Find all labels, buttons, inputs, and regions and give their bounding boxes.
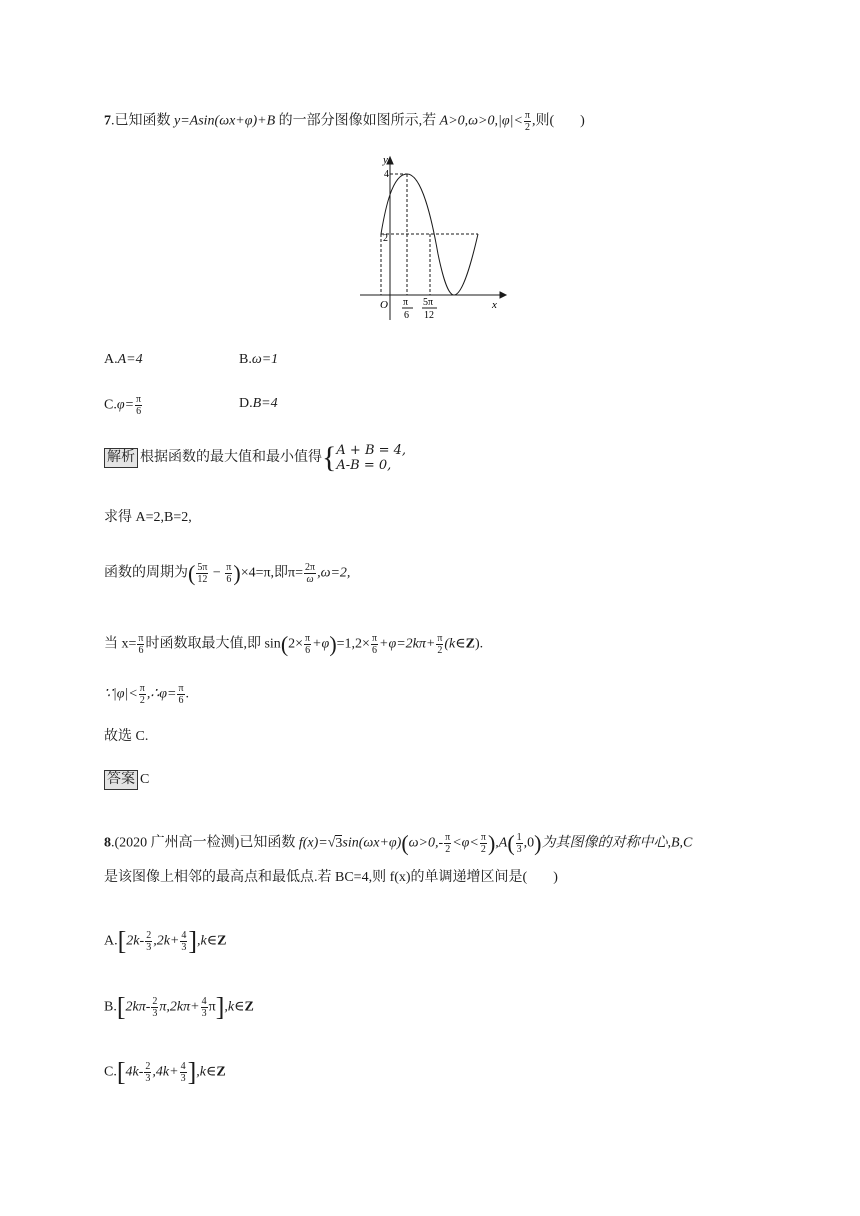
q7-option-d: D.B=4: [239, 396, 278, 411]
q7-solution-line1: 解析 根据函数的最大值和最小值得{ A + B = 4, A-B = 0,: [104, 443, 406, 473]
q7-solution-line5: ∵|φ|< $\frac{\pi}{2}$ ,∴φ= $\frac{\pi}{6}$ .: [104, 683, 190, 706]
origin-label: O: [380, 299, 388, 311]
q8-option-c: C.[4k- $\frac{2}{3}$ ,4k+ $\frac{4}{3}$ ],k∈Z: [104, 1057, 226, 1087]
q8-stem-line2: 是该图像上相邻的最高点和最低点.若 BC=4,则 f(x)的单调递增区间是( ): [104, 870, 558, 885]
q8-option-b: B.[2kπ- $\frac{2}{3}$ π,2kπ+ $\frac{4}{3}$ π],k∈Z: [104, 992, 254, 1022]
q7-function: y=Asin(ωx+φ)+B: [174, 113, 276, 129]
q7-number: 7: [104, 113, 111, 129]
tick-6: 6: [404, 310, 409, 321]
y-label: y: [383, 154, 388, 166]
q7-stem: 7.已知函数 y=Asin(ωx+φ)+B 的一部分图像如图所示,若 A>0,ω>0,|φ|< $\frac{\pi}{2}$ ,则( ): [104, 110, 585, 133]
tick-2: 2: [383, 233, 388, 244]
tick-pi: π: [403, 297, 409, 308]
q7-solution-line6: 故选 C.: [104, 729, 149, 744]
y-arrow: [387, 157, 393, 164]
q7-solution-line2: 求得 A=2,B=2,: [104, 510, 192, 525]
q7-option-c: C.φ= $\frac{\pi}{6}$: [104, 394, 142, 417]
q7-graph: [354, 150, 514, 325]
answer-tag: 答案: [104, 770, 138, 790]
q8-stem-line1: 8.(2020 广州高一检测)已知函数 f(x)=√3sin(ωx+φ)(ω>0,- $\frac{\pi}{2}$ <φ< $\frac{\pi}{2}$ ),A( $\frac{1}{3}$ ,0)为其图像的对称中心,B,C: [104, 830, 693, 856]
x-arrow: [500, 292, 506, 298]
q7-option-b: B.ω=1: [239, 352, 279, 367]
x-label: x: [492, 299, 497, 311]
tick-12: 12: [424, 310, 434, 321]
q8-option-a: A.[2k- $\frac{2}{3}$ ,2k+ $\frac{4}{3}$ ],k∈Z: [104, 926, 227, 956]
q7-solution-line3: 函数的周期为( $\frac{5\pi}{12}$ − $\frac{\pi}{6}$ )×4=π,即π= $\frac{2\pi}{\omega}$ ,ω=2,: [104, 560, 351, 586]
tick-5pi: 5π: [423, 297, 434, 308]
tick-4: 4: [384, 169, 389, 180]
q7-option-a: A.A=4: [104, 352, 143, 367]
q7-answer: 答案 C: [104, 770, 149, 790]
q7-solution-line4: 当 x= $\frac{\pi}{6}$ 时函数取最大值,即 sin(2× $\frac{\pi}{6}$ +φ)=1,2× $\frac{\pi}{6}$ +φ=2kπ+ $\frac{\pi}{2}$ (k∈Z).: [104, 631, 484, 657]
solution-tag: 解析: [104, 448, 138, 468]
q8-number: 8: [104, 835, 111, 851]
